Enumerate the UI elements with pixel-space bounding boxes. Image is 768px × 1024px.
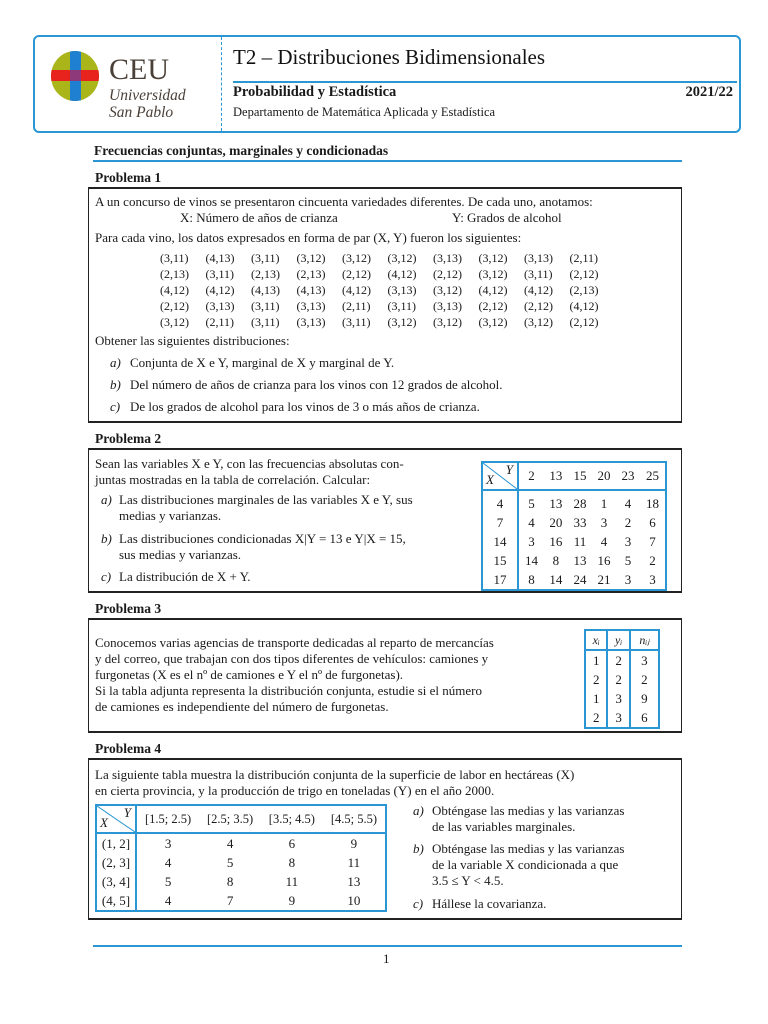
data-pair: (3,11) (251, 251, 280, 265)
table-cell: 13 (549, 495, 563, 511)
table-cell: 4 (624, 495, 632, 511)
data-pair: (3,11) (342, 315, 371, 329)
problem-2-item-a-2: medias y varianzas. (119, 508, 222, 523)
data-pair: (3,13) (433, 299, 462, 313)
x-value-header: 17 (482, 570, 518, 590)
data-pair: (2,12) (524, 299, 553, 313)
data-pair: (2,13) (296, 267, 326, 281)
data-pair: (3,12) (160, 315, 189, 329)
table-cell: 2 (641, 671, 648, 687)
problem-2-correlation-table (481, 461, 667, 591)
item-label: a) (101, 492, 112, 507)
data-pair: (4,13) (251, 283, 280, 297)
problem-3-title: Problema 3 (95, 601, 162, 616)
data-pair: (4,12) (478, 283, 508, 297)
table-cell: 4 (164, 892, 172, 908)
logo-line-1: Universidad (109, 87, 186, 104)
section-title: Frecuencias conjuntas, marginales y condicionadas (94, 143, 389, 158)
data-pair: (4,13) (205, 251, 235, 265)
data-pair: (4,12) (160, 283, 189, 297)
problem-3-line: de camiones es independiente del número de furgonetas. (95, 699, 389, 714)
table-cell: 16 (549, 533, 563, 549)
x-interval-header: (4, 5] (96, 891, 136, 911)
column-header: yᵢ (607, 630, 629, 650)
data-pair: (3,12) (478, 251, 508, 265)
problem-2-intro-2: juntas mostradas en la tabla de correlación. Calcular: (95, 472, 371, 487)
table-row (585, 650, 659, 670)
table-cell: 6 (649, 514, 656, 530)
table-row (96, 872, 386, 891)
table-header-row (96, 805, 386, 833)
y-interval-header: [1.5; 2.5) (136, 805, 199, 833)
table-cell: 5 (528, 495, 535, 511)
table-row (96, 853, 386, 872)
table-header-row (482, 462, 666, 490)
data-pair: (4,12) (387, 267, 417, 281)
data-pair: (2,12) (342, 267, 371, 281)
corner-y-label: Y (505, 462, 513, 477)
table-row (585, 689, 659, 708)
problem-4-item-b-2: de la variable X condicionada a que (432, 857, 619, 872)
data-pair: (3,13) (433, 251, 462, 265)
x-interval-header: (3, 4] (96, 872, 136, 891)
x-value-header: 15 (482, 551, 518, 570)
table-cell: 9 (288, 892, 296, 908)
data-pair: (3,12) (387, 315, 417, 329)
problem-1-intro: A un concurso de vinos se presentaron cincuenta variedades diferentes. De cada uno, anotamos: (95, 194, 593, 209)
data-pair: (2,13) (160, 267, 189, 281)
y-value-header: 15 (568, 462, 592, 490)
problem-4-joint-table (95, 804, 387, 912)
table-cell: 28 (573, 495, 587, 511)
x-interval-header: (2, 3] (96, 853, 136, 872)
problem-3-line: y del correo, que trabajan con dos tipos diferentes de vehículos: camiones y (95, 651, 489, 666)
table-cell: 4 (226, 835, 234, 851)
university-logo (47, 47, 217, 127)
problem-3-line: Conocemos varias agencias de transporte dedicadas al reparto de mercancías (95, 635, 494, 650)
table-cell: 5 (226, 854, 234, 870)
y-value-header: 13 (544, 462, 568, 490)
table-cell: 11 (347, 854, 361, 870)
table-cell: 3 (641, 652, 648, 668)
column-header: nᵢⱼ (630, 630, 659, 650)
data-pair: (4,12) (569, 299, 599, 313)
table-row (585, 708, 659, 728)
item-label: a) (413, 803, 424, 818)
table-cell: 4 (528, 514, 535, 530)
data-pair: (4,12) (342, 283, 371, 297)
logo-university-text (109, 87, 186, 121)
problem-3-line: Si la tabla adjunta representa la distribución conjunta, estudie si el número (95, 683, 482, 698)
table-cell: 2 (649, 552, 656, 568)
data-pair: (2,13) (569, 283, 599, 297)
problem-4-item-c: Hállese la covarianza. (432, 896, 547, 911)
table-cell: 1 (585, 650, 607, 670)
logo-name: CEU (109, 53, 169, 86)
data-pair: (3,11) (251, 299, 280, 313)
data-pair: (4,13) (296, 283, 326, 297)
footer-rule (93, 945, 682, 947)
problem-3-line: furgonetas (X es el nº de camiones e Y el nº de furgonetas). (95, 667, 404, 682)
table-cell: 6 (288, 835, 296, 851)
problem-3-joint-table (584, 629, 660, 729)
table-cell: 1 (585, 689, 607, 708)
problem-1-var-y: Y: Grados de alcohol (452, 210, 562, 225)
y-value-header: 2 (518, 462, 544, 490)
table-cell: 3 (624, 533, 632, 549)
data-pair: (3,13) (296, 315, 326, 329)
data-pair: (3,12) (433, 283, 462, 297)
x-value-header: 4 (482, 490, 518, 513)
table-header-row (585, 630, 659, 650)
x-interval-header: (1, 2] (96, 833, 136, 853)
data-pair: (2,12) (160, 299, 189, 313)
table-cell: 3 (607, 708, 629, 728)
data-pair: (3,13) (524, 251, 553, 265)
problem-2-item-b-2: sus medias y varianzas. (119, 547, 242, 562)
table-cell: 3 (528, 533, 535, 549)
table-cell: 4 (600, 533, 608, 549)
data-pair: (2,13) (251, 267, 280, 281)
data-pair: (3,13) (205, 299, 235, 313)
problem-2-intro-1: Sean las variables X e Y, con las frecuencias absolutas con- (95, 456, 404, 471)
problem-1-var-x: X: Número de años de crianza (180, 210, 338, 225)
data-pair: (3,12) (296, 251, 326, 265)
table-row (482, 532, 666, 551)
table-cell: 8 (552, 552, 560, 568)
header-rule (233, 81, 737, 83)
table-cell: 9 (350, 835, 358, 851)
problem-2-item-b-1: Las distribuciones condicionadas X|Y = 13 e Y|X = 15, (119, 531, 406, 546)
table-cell: 4 (164, 854, 172, 870)
x-value-header: 7 (482, 513, 518, 532)
table-cell: 16 (597, 552, 611, 568)
table-cell: 5 (624, 552, 632, 568)
header-divider (221, 37, 222, 131)
y-value-header: 25 (640, 462, 666, 490)
problem-1-item-a: Conjunta de X e Y, marginal de X y marginal de Y. (130, 355, 395, 370)
table-cell: 6 (641, 709, 648, 725)
data-pair: (2,11) (569, 251, 599, 265)
table-cell: 5 (164, 873, 172, 889)
item-label: a) (110, 355, 121, 370)
table-cell: 2 (607, 670, 629, 689)
page-number: 1 (383, 951, 390, 966)
section-rule (93, 160, 682, 162)
problem-2-title: Problema 2 (95, 431, 162, 446)
problem-4-item-a-2: de las variables marginales. (432, 819, 576, 834)
problem-4-intro-2: en cierta provincia, y la producción de trigo en toneladas (Y) en el año 2000. (95, 783, 495, 798)
problem-4-title: Problema 4 (95, 741, 162, 756)
problem-4-item-a-1: Obténgase las medias y las varianzas (432, 803, 625, 818)
problem-2-item-a-1: Las distribuciones marginales de las variables X e Y, sus (119, 492, 413, 507)
problem-2-item-c: La distribución de X + Y. (119, 569, 251, 584)
table-cell: 1 (600, 495, 608, 511)
data-pair: (3,11) (251, 315, 280, 329)
document-title: T2 – Distribuciones Bidimensionales (233, 45, 546, 69)
data-pair: (3,13) (387, 283, 417, 297)
data-pair: (3,11) (205, 267, 235, 281)
ceu-cross-emblem-icon (51, 51, 99, 101)
table-cell: 11 (573, 533, 587, 549)
problem-1-title: Problema 1 (95, 170, 162, 185)
table-cell: 8 (528, 571, 535, 587)
data-pair: (3,11) (387, 299, 417, 313)
problem-4-item-b-3: 3.5 ≤ Y < 4.5. (432, 873, 504, 888)
table-cell: 2 (607, 650, 629, 670)
problem-1-ask: Obtener las siguientes distribuciones: (95, 333, 290, 348)
item-label: c) (101, 569, 112, 584)
data-pair: (3,12) (524, 315, 553, 329)
table-cell: 11 (285, 873, 299, 889)
table-cell: 14 (549, 571, 563, 587)
table-cell: 7 (226, 892, 234, 908)
table-cell: 3 (624, 571, 632, 587)
y-interval-header: [2.5; 3.5) (199, 805, 261, 833)
table-cell: 10 (347, 892, 361, 908)
y-interval-header: [3.5; 4.5) (261, 805, 323, 833)
table-cell: 14 (524, 552, 538, 568)
department: Departamento de Matemática Aplicada y Estadística (233, 105, 496, 119)
data-pair: (2,12) (478, 299, 508, 313)
table-cell: 3 (600, 514, 608, 530)
document-header (33, 35, 741, 133)
item-label: b) (413, 841, 424, 856)
table-cell: 24 (573, 571, 587, 587)
logo-line-2: San Pablo (109, 104, 174, 121)
table-cell: 13 (347, 873, 361, 889)
data-pair: (3,12) (478, 315, 508, 329)
table-row (482, 513, 666, 532)
problem-1-data-pairs (160, 251, 615, 329)
data-pair: (3,13) (296, 299, 326, 313)
table-cell: 3 (649, 571, 656, 587)
problem-4-item-b-1: Obténgase las medias y las varianzas (432, 841, 625, 856)
table-cell: 20 (549, 514, 563, 530)
table-row (585, 670, 659, 689)
item-label: b) (110, 377, 121, 392)
table-corner-cell (482, 462, 518, 490)
corner-y-label: Y (123, 805, 131, 820)
item-label: c) (413, 896, 424, 911)
data-pair: (3,12) (387, 251, 417, 265)
data-pair: (4,12) (205, 283, 235, 297)
table-cell: 2 (624, 514, 632, 530)
table-cell: 7 (649, 533, 656, 549)
data-pair: (2,12) (569, 267, 599, 281)
column-header: xᵢ (585, 630, 607, 650)
y-value-header: 23 (616, 462, 640, 490)
x-value-header: 14 (482, 532, 518, 551)
table-cell: 33 (573, 514, 587, 530)
data-pair: (3,12) (433, 315, 462, 329)
data-pair: (3,12) (478, 267, 508, 281)
table-cell: 8 (288, 854, 296, 870)
table-cell: 8 (226, 873, 234, 889)
y-interval-header: [4.5; 5.5) (323, 805, 386, 833)
data-pair: (4,12) (524, 283, 553, 297)
table-cell: 2 (585, 670, 607, 689)
table-row (96, 891, 386, 911)
problem-4-intro-1: La siguiente tabla muestra la distribución conjunta de la superficie de labor en hectáreas (X) (95, 767, 575, 782)
table-corner-cell (96, 805, 136, 833)
data-pair: (2,11) (342, 299, 371, 313)
course-subject: Probabilidad y Estadística (233, 84, 397, 100)
data-pair: (2,12) (569, 315, 599, 329)
data-pair: (2,11) (205, 315, 235, 329)
data-pair: (2,12) (433, 267, 462, 281)
table-cell: 18 (646, 495, 660, 511)
corner-x-label: X (486, 472, 494, 487)
data-pair: (3,11) (160, 251, 189, 265)
data-pair: (3,11) (524, 267, 553, 281)
academic-year: 2021/22 (685, 84, 733, 100)
item-label: c) (110, 399, 121, 414)
table-cell: 21 (597, 571, 611, 587)
table-cell: 9 (641, 690, 648, 706)
problem-1-item-b: Del número de años de crianza para los vinos con 12 grados de alcohol. (130, 377, 503, 392)
table-row (482, 551, 666, 570)
corner-x-label: X (100, 815, 108, 830)
table-row (482, 570, 666, 590)
problem-1-data-intro: Para cada vino, los datos expresados en forma de par (X, Y) fueron los siguientes: (95, 230, 522, 245)
problem-1-item-c: De los grados de alcohol para los vinos de 3 o más años de crianza. (130, 399, 480, 414)
table-cell: 2 (585, 708, 607, 728)
table-row (96, 833, 386, 853)
item-label: b) (101, 531, 112, 546)
table-cell: 3 (607, 689, 629, 708)
y-value-header: 20 (592, 462, 616, 490)
data-pair: (3,12) (342, 251, 371, 265)
table-cell: 3 (164, 835, 172, 851)
table-cell: 13 (573, 552, 587, 568)
table-row (482, 490, 666, 513)
